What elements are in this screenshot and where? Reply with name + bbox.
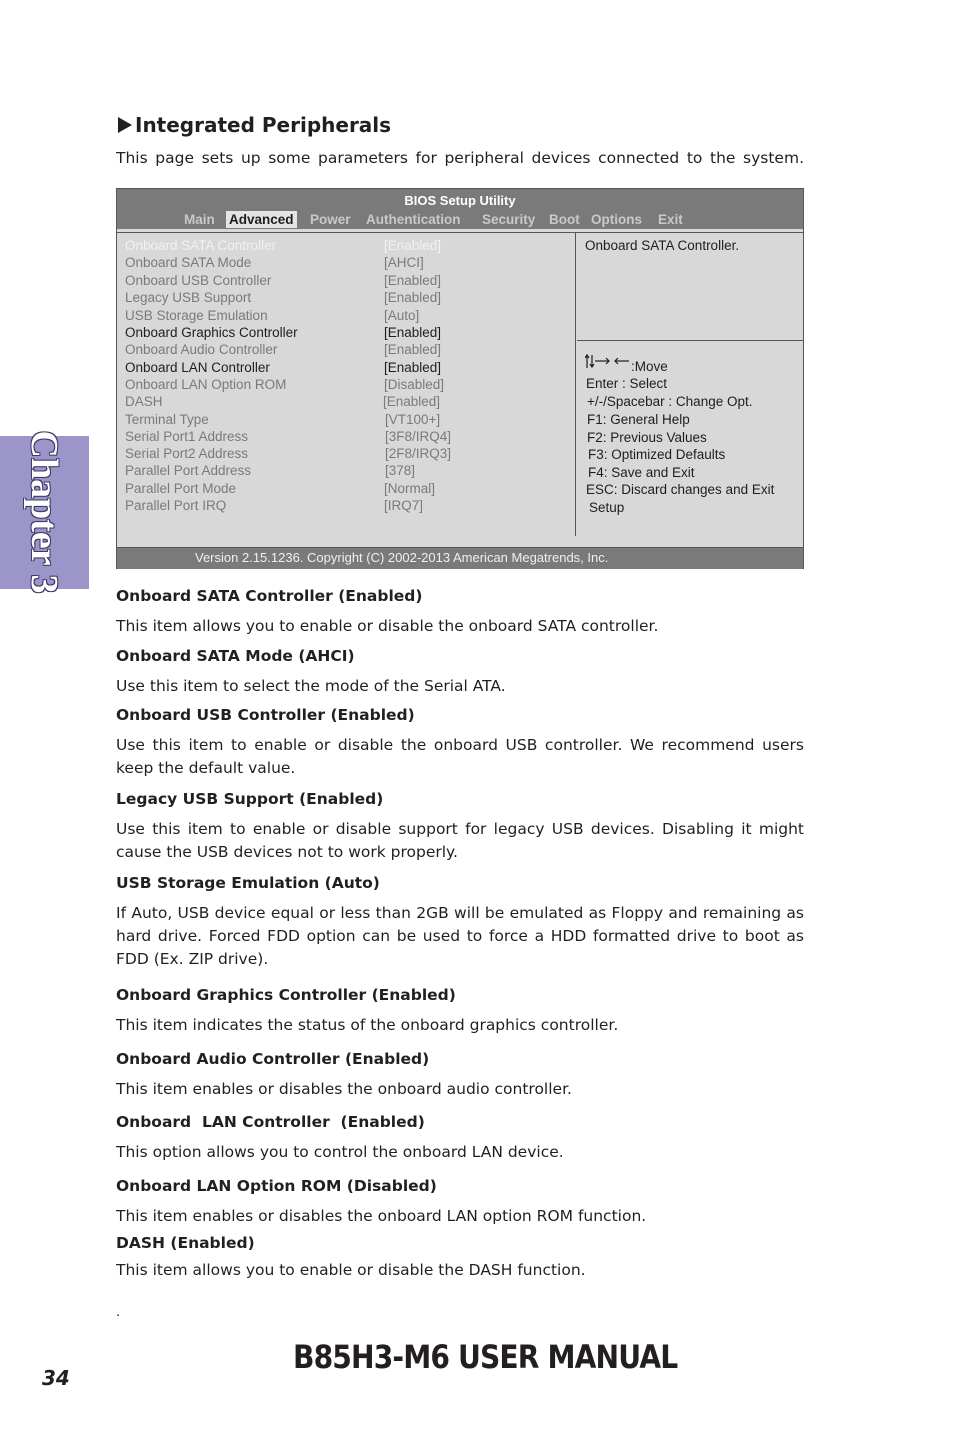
item-heading-lan-option-rom: Onboard LAN Option ROM (Disabled)	[116, 1177, 437, 1195]
bios-menu-boot[interactable]: Boot	[549, 212, 580, 227]
manual-title: B85H3-M6 USER MANUAL	[293, 1338, 678, 1376]
page-number: 34	[42, 1366, 70, 1390]
key-enter: Enter : Select	[586, 376, 668, 391]
bios-row-parallel-port-mode[interactable]: Parallel Port Mode [Normal]	[125, 481, 436, 496]
section-title	[118, 113, 391, 137]
bios-menu-authentication[interactable]: Authentication	[366, 212, 461, 227]
item-heading-legacy-usb: Legacy USB Support (Enabled)	[116, 790, 384, 808]
item-heading-dash: DASH (Enabled)	[116, 1234, 255, 1252]
arrow-keys-icon	[585, 353, 633, 369]
bios-row-onboard-lan-option-rom[interactable]: Onboard LAN Option ROM [Disabled]	[125, 377, 445, 392]
item-text-usb-storage-emulation: If Auto, USB device equal or less than 2GB will be emulated as Floppy and remaining as hard drive. Forced FDD option can be used to force a HDD formatted drive to boot as FDD (Ex. ZIP drive).	[116, 904, 804, 968]
item-heading-usb-controller: Onboard USB Controller (Enabled)	[116, 706, 415, 724]
bios-menu-options[interactable]: Options	[591, 212, 642, 227]
item-text-legacy-usb: Use this item to enable or disable support for legacy USB devices. Disabling it might cause the USB devices not to work properly.	[116, 820, 804, 861]
bios-row-terminal-type[interactable]: Terminal Type [VT100+]	[125, 412, 441, 427]
bios-key-legend	[577, 341, 803, 536]
bios-row-usb-storage-emulation[interactable]: USB Storage Emulation [Auto]	[125, 308, 420, 323]
bios-version: Version 2.15.1236. Copyright (C) 2002-2013 American Megatrends, Inc.	[195, 550, 609, 565]
bios-row-parallel-port-irq[interactable]: Parallel Port IRQ [IRQ7]	[125, 498, 424, 513]
bios-footer	[117, 547, 803, 569]
bios-row-serial-port2-address[interactable]: Serial Port2 Address [2F8/IRQ3]	[125, 446, 452, 461]
bios-body	[117, 232, 803, 546]
item-heading-graphics-controller: Onboard Graphics Controller (Enabled)	[116, 986, 456, 1004]
item-text-dash: This item allows you to enable or disable the DASH function.	[116, 1261, 586, 1279]
item-heading-sata-controller: Onboard SATA Controller (Enabled)	[116, 587, 423, 605]
key-esc-setup: Setup	[589, 500, 625, 515]
item-text-lan-option-rom: This item enables or disables the onboard LAN option ROM function.	[116, 1207, 647, 1225]
bios-help-text: Onboard SATA Controller.	[585, 238, 740, 253]
bios-help-panel	[577, 233, 803, 341]
item-text-usb-controller: Use this item to enable or disable the onboard USB controller. We recommend users keep the default value.	[116, 736, 804, 777]
bios-menu-advanced[interactable]: Advanced	[226, 211, 297, 228]
bios-row-onboard-usb-controller[interactable]: Onboard USB Controller [Enabled]	[125, 273, 442, 288]
bios-row-onboard-lan-controller[interactable]: Onboard LAN Controller [Enabled]	[125, 360, 442, 375]
bios-title: BIOS Setup Utility	[404, 193, 516, 208]
bios-row-onboard-graphics-controller[interactable]: Onboard Graphics Controller [Enabled]	[125, 325, 442, 340]
key-esc: ESC: Discard changes and Exit	[586, 482, 775, 497]
bios-row-onboard-audio-controller[interactable]: Onboard Audio Controller [Enabled]	[125, 342, 442, 357]
key-change-opt: +/-/Spacebar : Change Opt.	[587, 394, 753, 409]
key-f4: F4: Save and Exit	[588, 465, 695, 480]
chapter-label: Chapter 3	[23, 430, 65, 594]
item-text-graphics-controller: This item indicates the status of the onboard graphics controller.	[116, 1016, 619, 1034]
bios-row-parallel-port-address[interactable]: Parallel Port Address [378]	[125, 463, 416, 478]
section-intro: This page sets up some parameters for peripheral devices connected to the system.	[116, 149, 804, 167]
key-f2: F2: Previous Values	[587, 430, 707, 445]
item-heading-lan-controller: Onboard LAN Controller (Enabled)	[116, 1113, 425, 1131]
bios-row-serial-port1-address[interactable]: Serial Port1 Address [3F8/IRQ4]	[125, 429, 452, 444]
bios-header	[117, 189, 803, 229]
bios-menu-security[interactable]: Security	[482, 212, 536, 227]
key-f1: F1: General Help	[587, 412, 690, 427]
bios-row-onboard-sata-mode[interactable]: Onboard SATA Mode [AHCI]	[125, 255, 424, 270]
bios-settings-list	[117, 233, 576, 536]
section-title-text: Integrated Peripherals	[135, 113, 392, 137]
item-heading-sata-mode: Onboard SATA Mode (AHCI)	[116, 647, 355, 665]
bios-row-legacy-usb-support[interactable]: Legacy USB Support [Enabled]	[125, 290, 442, 305]
key-f3: F3: Optimized Defaults	[588, 447, 726, 462]
bios-row-onboard-sata-controller[interactable]: Onboard SATA Controller [Enabled]	[125, 238, 442, 253]
bios-menu-main[interactable]: Main	[184, 212, 215, 227]
bios-menu-bar	[117, 211, 803, 229]
key-move: :Move	[631, 359, 668, 374]
item-text-sata-controller: This item allows you to enable or disable the onboard SATA controller.	[116, 617, 659, 635]
item-heading-usb-storage-emulation: USB Storage Emulation (Auto)	[116, 874, 380, 892]
item-text-audio-controller: This item enables or disables the onboard audio controller.	[116, 1080, 572, 1098]
trailing-dot: .	[116, 1303, 121, 1320]
item-text-lan-controller: This option allows you to control the onboard LAN device.	[116, 1143, 564, 1161]
item-heading-audio-controller: Onboard Audio Controller (Enabled)	[116, 1050, 430, 1068]
item-text-sata-mode: Use this item to select the mode of the Serial ATA.	[116, 677, 506, 695]
triangle-bullet-icon	[118, 117, 132, 133]
bios-menu-exit[interactable]: Exit	[658, 212, 683, 227]
bios-screenshot	[116, 188, 804, 569]
bios-row-dash[interactable]: DASH [Enabled]	[125, 394, 441, 409]
bios-menu-power[interactable]: Power	[310, 212, 351, 227]
